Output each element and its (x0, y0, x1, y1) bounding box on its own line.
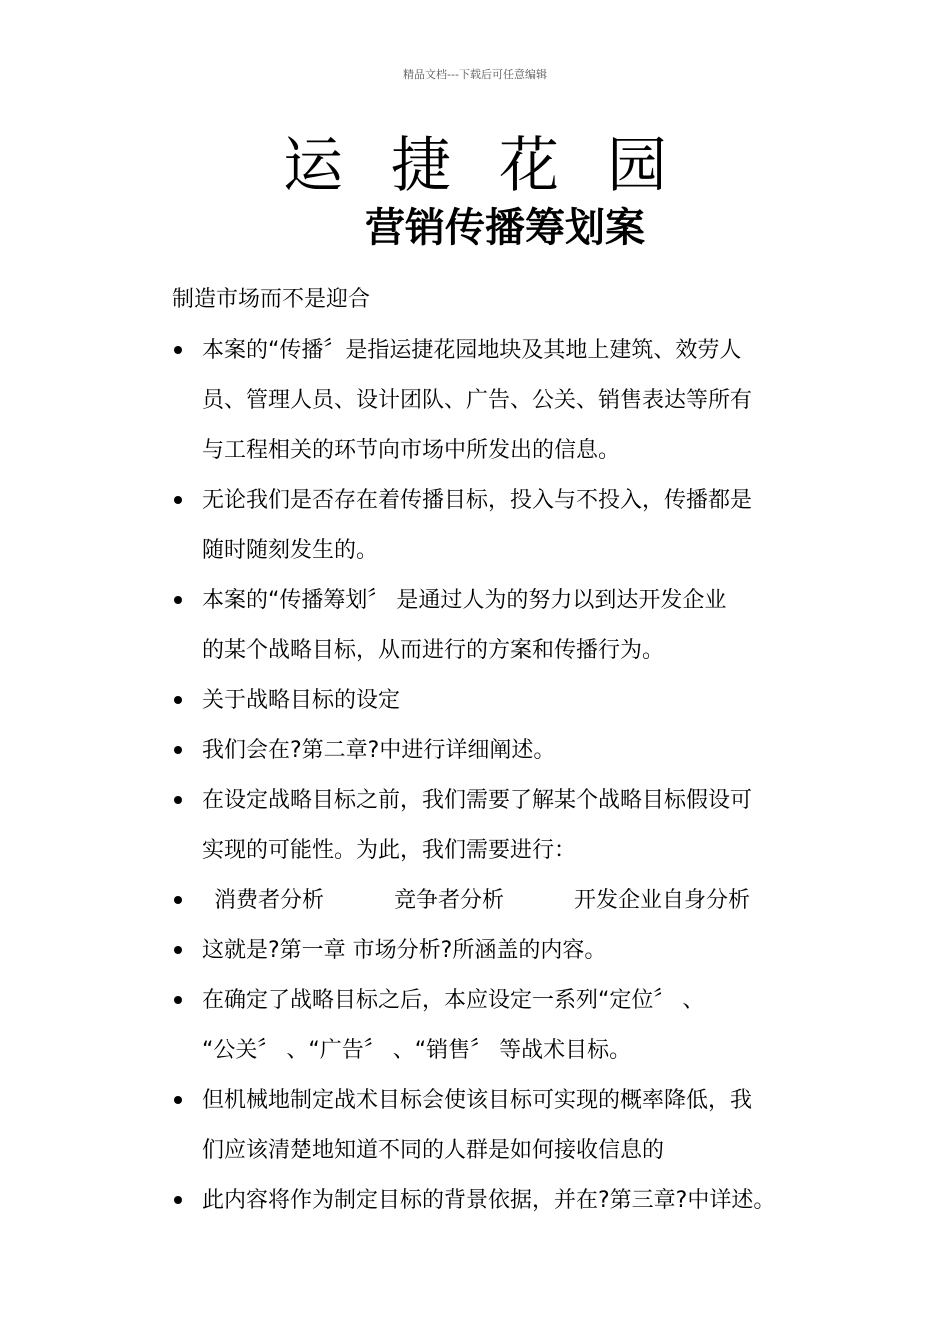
bullet-dot-icon (174, 746, 182, 754)
bullet-text-line: 本案的“传播〞是指运捷花园地块及其地上建筑、效劳人 (202, 338, 742, 363)
bullet-text-line: “公关〞 、“广告〞 、“销售〞 等战术目标。 (202, 1038, 632, 1063)
header-note: 精品文档---下载后可任意编辑 (403, 68, 547, 81)
bullet-text-line: 在设定战略目标之前，我们需要了解某个战略目标假设可 (202, 788, 753, 813)
bullet-dot-icon (174, 896, 182, 904)
bullet-item (172, 876, 812, 926)
bullet-dot-icon (174, 346, 182, 354)
bullet-item (172, 576, 812, 676)
bullet-item (172, 926, 812, 976)
bullet-text-line: 在确定了战略目标之后，本应设定一系列“定位〞 、 (202, 988, 705, 1013)
bullet-dot-icon (174, 496, 182, 504)
bullet-text-line: 此内容将作为制定目标的背景依据，并在?第三章?中详述。 (202, 1188, 776, 1213)
bullet-text-line: 实现的可能性。为此，我们需要进行： (202, 838, 577, 863)
bullet-item (172, 1076, 812, 1176)
bullet-dot-icon (174, 946, 182, 954)
bullet-text-line: 随时随刻发生的。 (202, 538, 379, 563)
document-subtitle: 营销传播筹划案 (365, 205, 645, 251)
bullet-dot-icon (174, 696, 182, 704)
bullet-item (172, 776, 812, 876)
analysis-row (202, 876, 812, 926)
bullet-text-line: 本案的“传播筹划〞 是通过人为的努力以到达开发企业 (202, 588, 727, 613)
analysis-competitor: 竞争者分析 (394, 888, 505, 913)
bullet-item (172, 1176, 812, 1226)
bullet-text-line: 我们会在?第二章?中进行详细阐述。 (202, 738, 556, 763)
bullet-item (172, 476, 812, 576)
bullet-item (172, 726, 812, 776)
bullet-text-line: 们应该清楚地知道不同的人群是如何接收信息的 (202, 1138, 665, 1163)
bullet-dot-icon (174, 596, 182, 604)
bullet-item (172, 676, 812, 726)
bullet-text-line: 但机械地制定战术目标会使该目标可实现的概率降低，我 (202, 1088, 753, 1113)
bullet-dot-icon (174, 1096, 182, 1104)
bullet-dot-icon (174, 996, 182, 1004)
document-title: 运捷花园 (283, 131, 715, 201)
analysis-self: 开发企业自身分析 (574, 888, 751, 913)
intro-heading: 制造市场而不是迎合 (172, 287, 371, 312)
bullet-text-line: 关于战略目标的设定 (202, 688, 401, 713)
analysis-consumer: 消费者分析 (214, 888, 325, 913)
bullet-item (172, 326, 812, 476)
bullet-dot-icon (174, 796, 182, 804)
bullet-list (172, 326, 812, 1226)
bullet-dot-icon (174, 1196, 182, 1204)
bullet-text-line: 与工程相关的环节向市场中所发出的信息。 (202, 438, 621, 463)
bullet-item (172, 976, 812, 1076)
bullet-text-line: 这就是?第一章 市场分析?所涵盖的内容。 (202, 938, 607, 963)
bullet-text-line: 无论我们是否存在着传播目标，投入与不投入，传播都是 (202, 488, 753, 513)
bullet-text-line: 员、管理人员、设计团队、广告、公关、销售表达等所有 (202, 388, 753, 413)
bullet-text-line: 的某个战略目标，从而进行的方案和传播行为。 (202, 638, 665, 663)
